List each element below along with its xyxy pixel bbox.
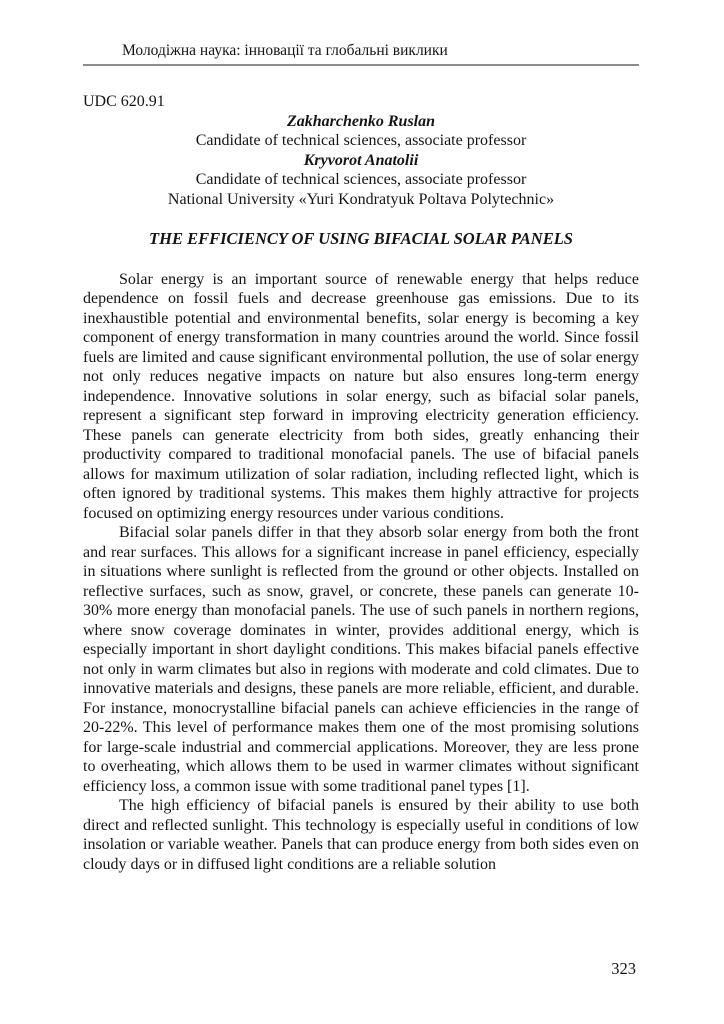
affiliation: National University «Yuri Kondratyuk Poltava Polytechnic»	[167, 190, 555, 208]
page-content	[83, 0, 639, 874]
paragraph-intro: Solar energy is an important source of renewable energy that helps reduce dependence on fossil fuels and decrease greenhouse gas emissions. Due to its inexhaustible potential and environmental benefits, solar energy is becoming a key component of energy transformation in many countries around the world. Since fossil fuels are limited and cause significant environmental pollution, the use of solar energy not only reduces negative impacts on nature but also ensures long-term energy independence. Innovative solutions in solar energy, such as bifacial solar panels, represent a significant step forward in improving electricity generation efficiency. These panels can generate electricity from both sides, greatly enhancing their productivity compared to traditional monofacial panels. The use of bifacial panels allows for maximum utilization of solar radiation, including reflected light, which is often ignored by traditional systems. This makes them highly attractive for projects focused on optimizing energy resources under various conditions.	[83, 270, 639, 522]
udc-label: UDC 620.91	[83, 93, 165, 110]
page-number: 323	[611, 959, 636, 978]
author-name: Kryvorot Anatolii	[303, 151, 419, 169]
author-title: Candidate of technical sciences, associate professor	[195, 132, 527, 149]
author-name: Zakharchenko Ruslan	[286, 112, 436, 130]
paragraph-high-efficiency: The high efficiency of bifacial panels is ensured by their ability to use both direct and reflected sunlight. This technology is especially useful in conditions of low insolation or variable weather. Panels that can produce energy from both sides even on cloudy days or in diffused light conditions are a reliable solution	[83, 797, 639, 873]
paper-title: THE EFFICIENCY OF USING BIFACIAL SOLAR PANELS	[149, 229, 573, 248]
running-header	[83, 42, 639, 66]
author-block	[83, 112, 639, 210]
journal-title: Молодіжна наука: інновації та глобальні виклики	[122, 42, 448, 59]
author-title: Candidate of technical sciences, associate professor	[195, 171, 527, 188]
paragraph-bifacial-difference: Bifacial solar panels differ in that they absorb solar energy from both the front and rear surfaces. This allows for a significant increase in panel efficiency, especially in situations where sunlight is reflected from the ground or other objects. Installed on reflective surfaces, such as snow, gravel, or concrete, these panels can generate 10-30% more energy than monofacial panels. The use of such panels in northern regions, where snow coverage dominates in winter, provides additional energy, which is especially important in short daylight conditions. This makes bifacial panels effective not only in warm climates but also in regions with moderate and cold climates. Due to innovative materials and designs, these panels are more reliable, efficient, and durable. For instance, monocrystalline bifacial panels can achieve efficiencies in the range of 20-22%. This level of performance makes them one of the most promising solutions for large-scale industrial and commercial applications. Moreover, they are less prone to overheating, which allows them to be used in warmer climates without significant efficiency loss, a common issue with some traditional panel types [1].	[83, 524, 639, 795]
